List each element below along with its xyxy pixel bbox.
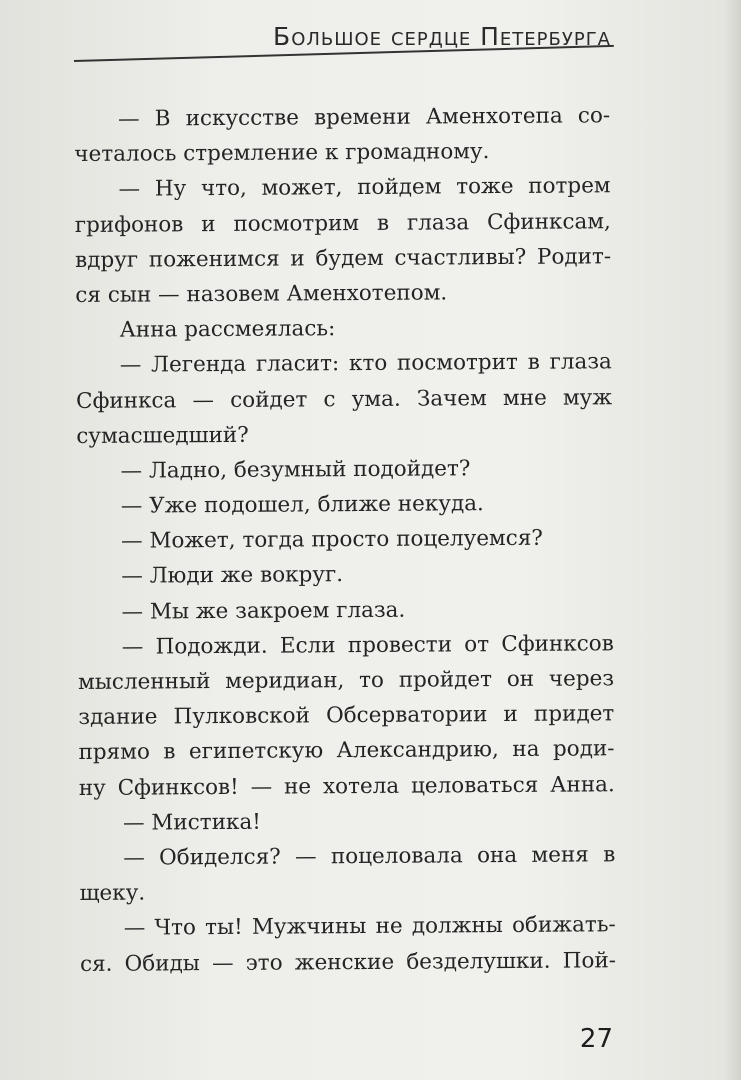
page-number: 27 — [579, 1024, 613, 1054]
text-line: — Мистика! — [122, 809, 261, 836]
text-line: — Люди же вокруг. — [121, 562, 344, 590]
text-line: прямо в египетскую Александрию, на роди- — [78, 736, 615, 766]
text-line: сумасшедший? — [76, 422, 249, 449]
text-line: четалось стремление к громадному. — [74, 139, 490, 168]
text-line: — Легенда гласит: кто посмотрит в глаза — [119, 349, 612, 378]
text-line: — Подожди. Если провести от Сфинксов — [121, 631, 614, 660]
text-line: Анна рассмеялась: — [119, 316, 336, 343]
text-line: Сфинкса — сойдет с ума. Зачем мне муж — [76, 384, 613, 414]
text-line: вдруг поженимся и будем счастливы? Родит- — [75, 244, 612, 273]
text-line: — Ладно, безумный подойдет? — [120, 456, 471, 484]
text-line: — Может, тогда просто поцелуемся? — [120, 525, 543, 554]
text-line: грифонов и посмотрим в глаза Сфинксам, — [74, 208, 611, 238]
text-line: — В искусстве времени Аменхотепа со- — [118, 103, 611, 132]
text-line: щеку. — [79, 880, 146, 907]
text-line: здание Пулковской Обсерватории и придет — [78, 701, 615, 731]
text-line: мысленный меридиан, то пройдет он через — [77, 666, 615, 695]
text-line: — Что ты! Мужчины не должны обижать- — [123, 912, 616, 941]
text-line: — Уже подошел, ближе некуда. — [120, 491, 484, 519]
text-line: ну Сфинксов! — не хотела целоваться Анна. — [78, 771, 615, 801]
text-line: ся. Обиды — это женские безделушки. Пой- — [79, 947, 617, 977]
text-line: ся сын — назовем Аменхотепом. — [75, 280, 448, 308]
body-text — [74, 98, 616, 981]
text-line: — Мы же закроем глаза. — [121, 597, 406, 625]
text-line: — Обиделся? — поцеловала она меня в — [123, 842, 616, 871]
page-edge-shadow — [723, 0, 741, 1080]
text-line: — Ну что, может, пойдем тоже потрем — [118, 173, 611, 203]
running-header-title: Большое сердце Петербурга — [273, 22, 611, 51]
